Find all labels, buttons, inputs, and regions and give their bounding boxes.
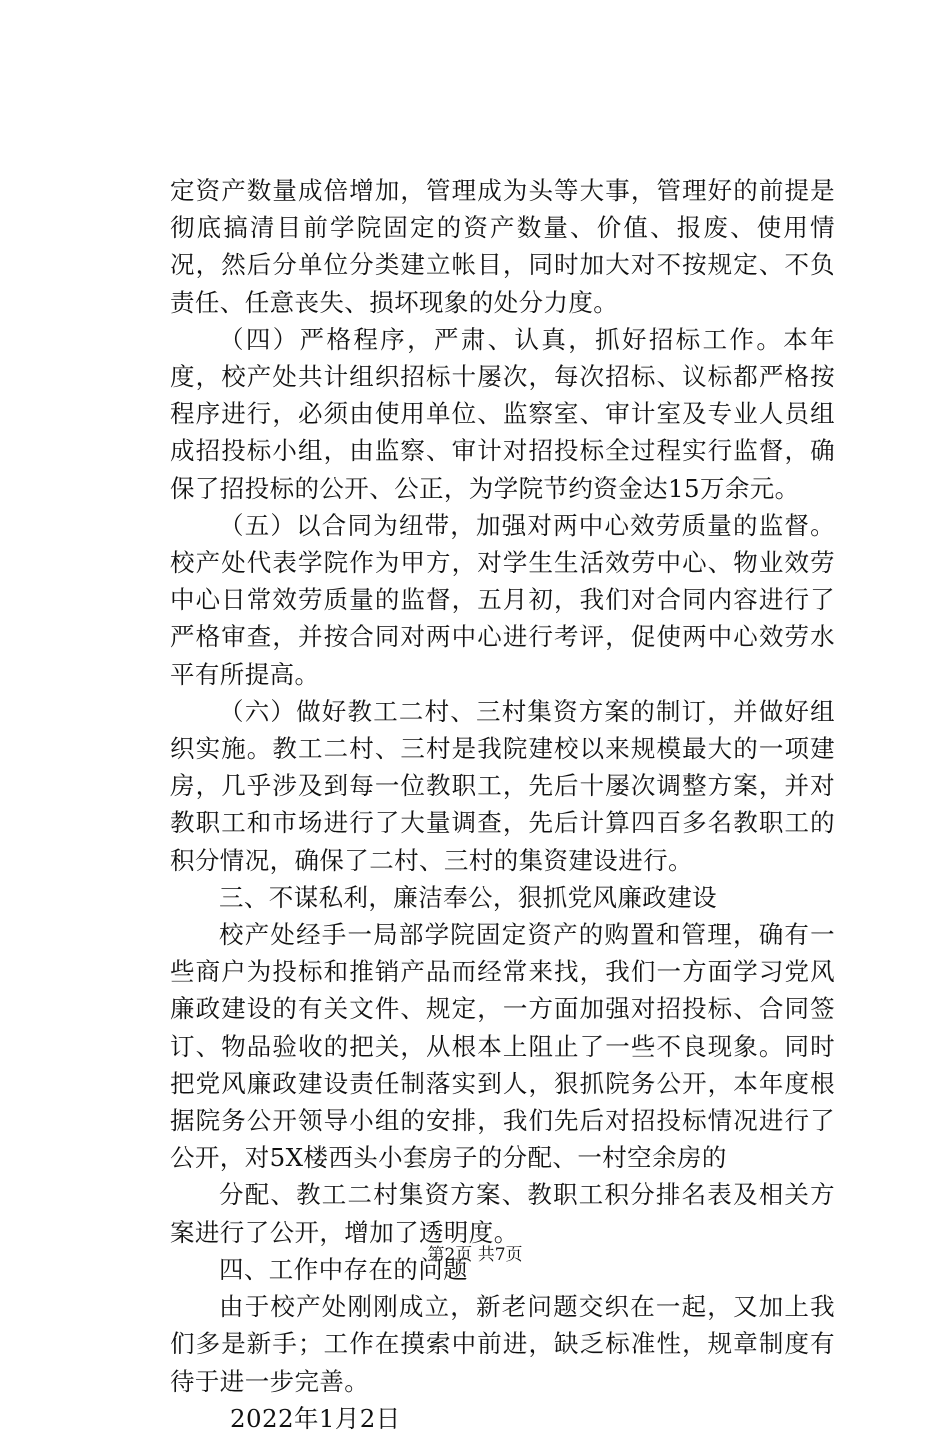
paragraph-disclosure: 分配、教工二村集资方案、教职工积分排名表及相关方案进行了公开，增加了透明度。	[170, 1180, 835, 1247]
paragraph-problems: 由于校产处刚刚成立，新老问题交织在一起，又加上我们多是新手；工作在摸索中前进，缺乏标准性，规章制度有待于进一步完善。	[170, 1292, 835, 1396]
document-date: 2022年1月2日	[230, 1403, 401, 1433]
section-heading-problems: 四、工作中存在的问题	[219, 1254, 468, 1284]
paragraph-contract-supervision: （五）以合同为纽带，加强对两中心效劳质量的监督。校产处代表学院作为甲方，对学生生活效劳中心、物业效劳中心日常效劳质量的监督，五月初，我们对合同内容进行了严格审查，并按合同对两中心进行考评，促使两中心效劳水平有所提高。	[170, 510, 835, 689]
paragraph-housing-plan: （六）做好教工二村、三村集资方案的制订，并做好组织实施。教工二村、三村是我院建校以来规模最大的一项建房，几乎涉及到每一位教职工，先后十屡次调整方案，并对教职工和市场进行了大量调查，先后计算四百多名教职工的积分情况，确保了二村、三村的集资建设进行。	[170, 696, 835, 875]
paragraph-integrity: 校产处经手一局部学院固定资产的购置和管理，确有一些商户为投标和推销产品而经常来找，我们一方面学习党风廉政建设的有关文件、规定，一方面加强对招投标、合同签订、物品验收的把关，从根本上阻止了一些不良现象。同时把党风廉政建设责任制落实到人，狠抓院务公开，本年度根据院务公开领导小组的安排，我们先后对招投标情况进行了公开，对5X楼西头小套房子的分配、一村空余房的	[170, 920, 835, 1173]
page-number: 第2页 共7页	[427, 1245, 523, 1265]
paragraph-bidding: （四）严格程序，严肃、认真，抓好招标工作。本年度，校产处共计组织招标十屡次，每次招标、议标都严格按程序进行，必须由使用单位、监察室、审计室及专业人员组成招投标小组，由监察、审计对招投标全过程实行监督，确保了招投标的公开、公正，为学院节约资金达15万余元。	[170, 324, 835, 503]
page-footer	[0, 1240, 950, 1265]
section-heading-integrity: 三、不谋私利，廉洁奉公，狠抓党风廉政建设	[219, 882, 717, 912]
paragraph-fixed-assets: 定资产数量成倍增加，管理成为头等大事，管理好的前提是彻底搞清目前学院固定的资产数量、价值、报废、使用情况，然后分单位分类建立帐目，同时加大对不按规定、不负责任、任意丧失、损坏现象的处分力度。	[170, 176, 835, 317]
